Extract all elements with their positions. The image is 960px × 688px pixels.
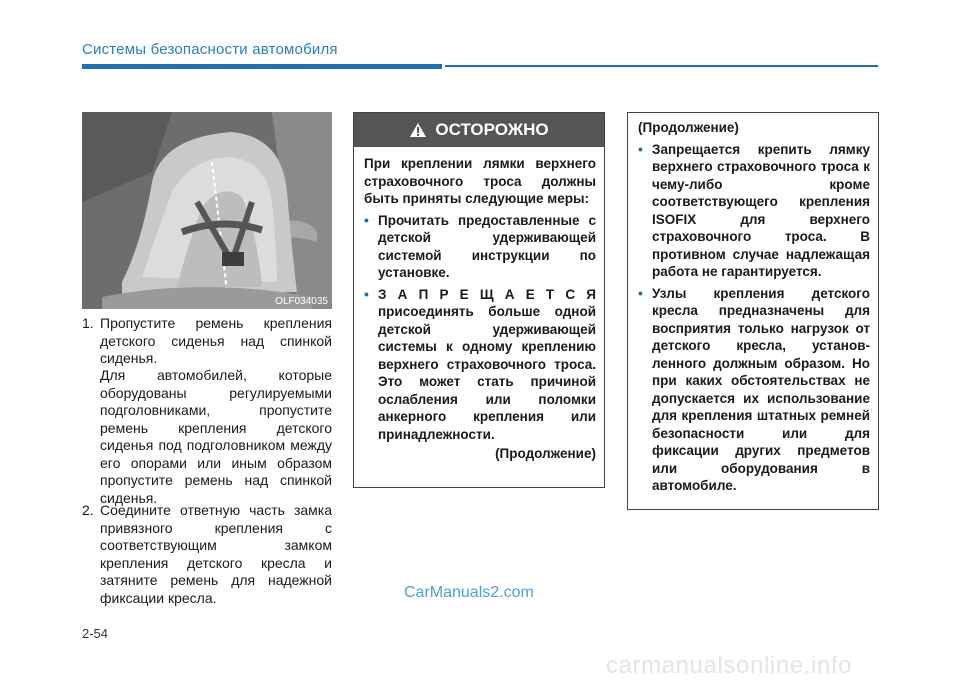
step-text: Соедините ответную часть замка привязного крепления с соответствующим замком крепления детского кресла и затяните ремень для надежной фиксации кресла.	[100, 502, 332, 606]
bullet-text: Узлы крепления детского кресла предназначены для восприятия только нагрузок от детского кресла, установ-ленного должным образом. Но при каких обстоятельствах не допускается их использование для крепления штатных ремней безопасности или для фиксации других предметов или оборудования в автомобиле.	[652, 285, 870, 493]
section-title: Системы безопасности автомобиля	[82, 41, 338, 58]
continuation-box	[627, 112, 879, 510]
header-rule-thin	[445, 65, 878, 67]
child-seat-illustration	[82, 112, 332, 309]
watermark-link[interactable]: CarManuals2.com	[404, 584, 534, 601]
warning-box	[353, 112, 605, 488]
bullet-icon: •	[364, 285, 369, 302]
continuation-title: (Продолжение)	[638, 120, 739, 135]
step-number: 2.	[82, 502, 94, 518]
list-item	[638, 285, 870, 495]
warning-body	[354, 147, 604, 463]
bullet-text: Прочитать предоставленные с детской удерживающей системой инструкции по установке.	[378, 212, 596, 280]
bullet-icon: •	[364, 211, 369, 228]
warning-title: ОСТОРОЖНО	[435, 120, 549, 139]
bullet-text: З А П Р Е Щ А Е Т С Я присоединять больше одной детской удерживающей системы к одному креплению верхнего страховочного троса. Это может стать причиной ослабления или поломки анкерного крепления или принадлежности.	[378, 286, 596, 442]
step-text: Пропустите ремень крепления детского сиденья над спинкой сиденья.	[100, 315, 332, 366]
step-2	[82, 502, 332, 607]
list-item	[364, 212, 596, 282]
bullet-icon: •	[638, 140, 643, 157]
page-number: 2-54	[82, 626, 109, 641]
step-1-note: Для автомобилей, которые оборудованы регулируемыми подголовниками, пропустите ремень крепления детского сиденья под подголовником между его опорами или иным образом пропустите ремень над спинкой сиденья.	[100, 367, 332, 506]
warning-intro: При креплении лямки верхнего страховочного троса должны быть приняты следующие меры:	[364, 156, 596, 206]
step-number: 1.	[82, 315, 94, 331]
continued-label: (Продолжение)	[495, 446, 596, 461]
step-1	[82, 315, 332, 368]
warning-header	[354, 113, 604, 147]
bullet-text: Запрещается крепить лямку верхнего страховочного троса к чему-либо кроме соответствующего крепления ISOFIX для верхнего страховочного троса. В противном случае надлежащая работа не гарантируется.	[652, 141, 870, 279]
site-watermark: carmanualsonline.info	[606, 652, 853, 679]
list-item	[364, 286, 596, 444]
bullet-icon: •	[638, 284, 643, 301]
header-rule-thick	[82, 64, 442, 69]
warning-icon	[409, 122, 427, 138]
child-seat-photo	[82, 112, 332, 309]
photo-code: OLF034035	[275, 296, 328, 307]
list-item	[638, 141, 870, 281]
